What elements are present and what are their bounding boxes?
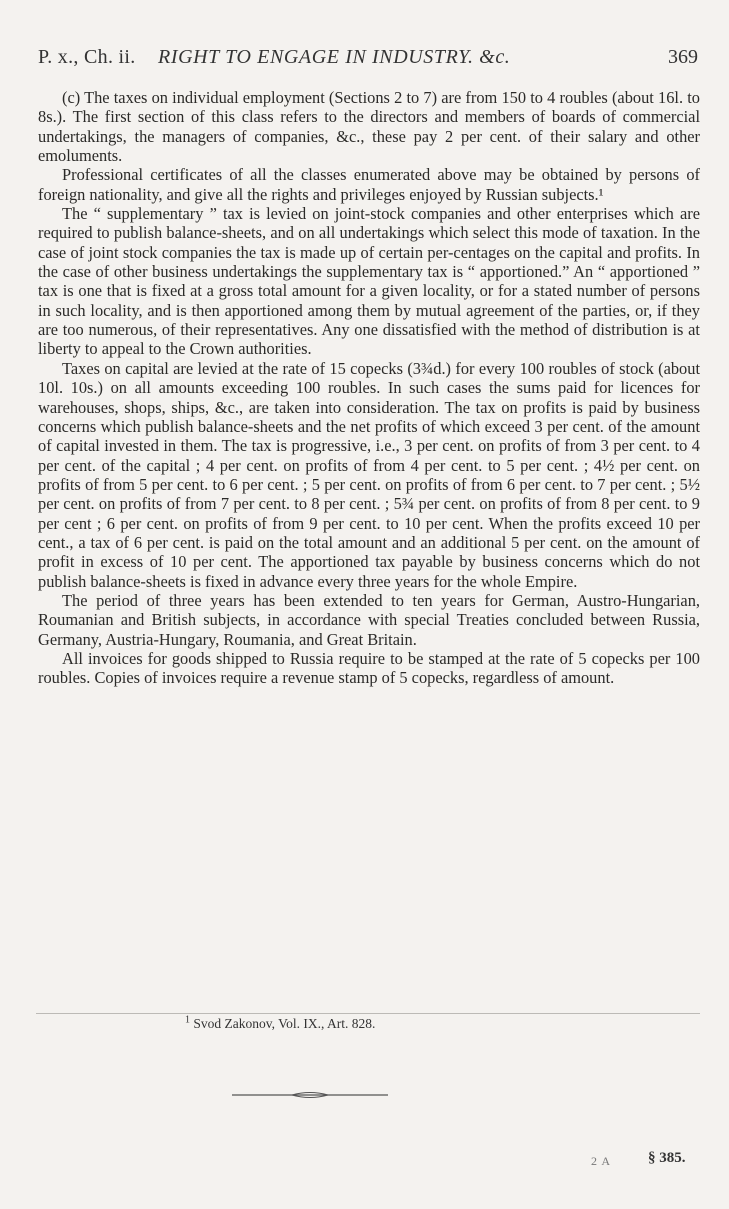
running-header [38,46,698,72]
paragraph: The period of three years has been extended to ten years for German, Austro-Hungarian, Roumanian and British subjects, in accordance with special Treaties concluded between Russia, Germany, Austria-Hungary, Roumania, and Great Britain. [38,590,700,649]
footnote-mark: 1 [185,1014,190,1026]
paragraph: Taxes on capital are levied at the rate of 15 copecks (3¾d.) for every 100 roubles of stock (about 10l. 10s.) on all amounts exceeding 100 roubles. In such cases the sums paid for licences for warehouses, shops, ships, &c., are taken into consideration. The tax on profits is paid by business concerns which publish balance-sheets and the net profits of which exceed 3 per cent. of the amount of capital invested in them. The tax is progressive, i.e., 3 per cent. on profits of from 3 per cent. to 4 per cent. of the capital ; 4 per cent. on profits of from 4 per cent. to 5 per cent. ; 4½ per cent. on profits of from 5 per cent. to 6 per cent. ; 5 per cent. on profits of from 6 per cent. to 7 per cent. ; 5½ per cent. on profits of from 7 per cent. to 8 per cent. ; 5¾ per cent. on profits of from 8 per cent. to 9 per cent ; 6 per cent. on profits of from 9 per cent. to 10 per cent. When the profits exceed 10 per cent., a tax of 6 per cent. is paid on the total amount and an additional 5 per cent. on the amount of profit in excess of 10 per cent. The apportioned tax payable by business concerns which do not publish balance-sheets is fixed in advance every three years for the whole Empire. [38,358,700,591]
paragraph: The “ supplementary ” tax is levied on joint-stock companies and other enterprises which are required to publish balance-sheets, and on all undertakings which select this mode of taxation. In the case of joint stock companies the tax is made up of certain per-centages on the capital and profits. In the case of other business undertakings the supplementary tax is “ apportioned.” An “ apportioned ” tax is one that is fixed at a gross total amount for a given locality, or for a stated number of persons in such locality, and is then apportioned among them by mutual agreement of the parties, or, if they are too numerous, of their representatives. Any one dissatisfied with the method of distribution is at liberty to appeal to the Crown authorities. [38,204,700,359]
page-number: 369 [668,46,698,68]
footnote-rule [36,1013,700,1014]
body-text [38,88,700,688]
signature-mark: 2 A [591,1154,612,1168]
part-chapter-label: P. x., Ch. ii. [38,46,136,68]
paragraph: All invoices for goods shipped to Russia require to be stamped at the rate of 5 copecks per 100 roubles. Copies of invoices require a revenue stamp of 5 copecks, regardless of amount. [38,648,700,688]
footnote [185,1016,375,1032]
section-mark: § 385. [648,1150,686,1166]
paragraph: Professional certificates of all the classes enumerated above may be obtained by persons of foreign nationality, and give all the rights and privileges enjoyed by Russian subjects.¹ [38,165,700,204]
paragraph: (c) The taxes on individual employment (Sections 2 to 7) are from 150 to 4 roubles (about 16l. to 8s.). The first section of this class refers to the directors and members of boards of commercial undertakings, the managers of companies, &c., these pay 2 per cent. of their salary and other emoluments. [38,88,700,166]
footnote-text: Svod Zakonov, Vol. IX., Art. 828. [193,1016,376,1031]
running-title: RIGHT TO ENGAGE IN INDUSTRY. &c. [158,46,511,68]
ornament-divider [232,1090,388,1100]
